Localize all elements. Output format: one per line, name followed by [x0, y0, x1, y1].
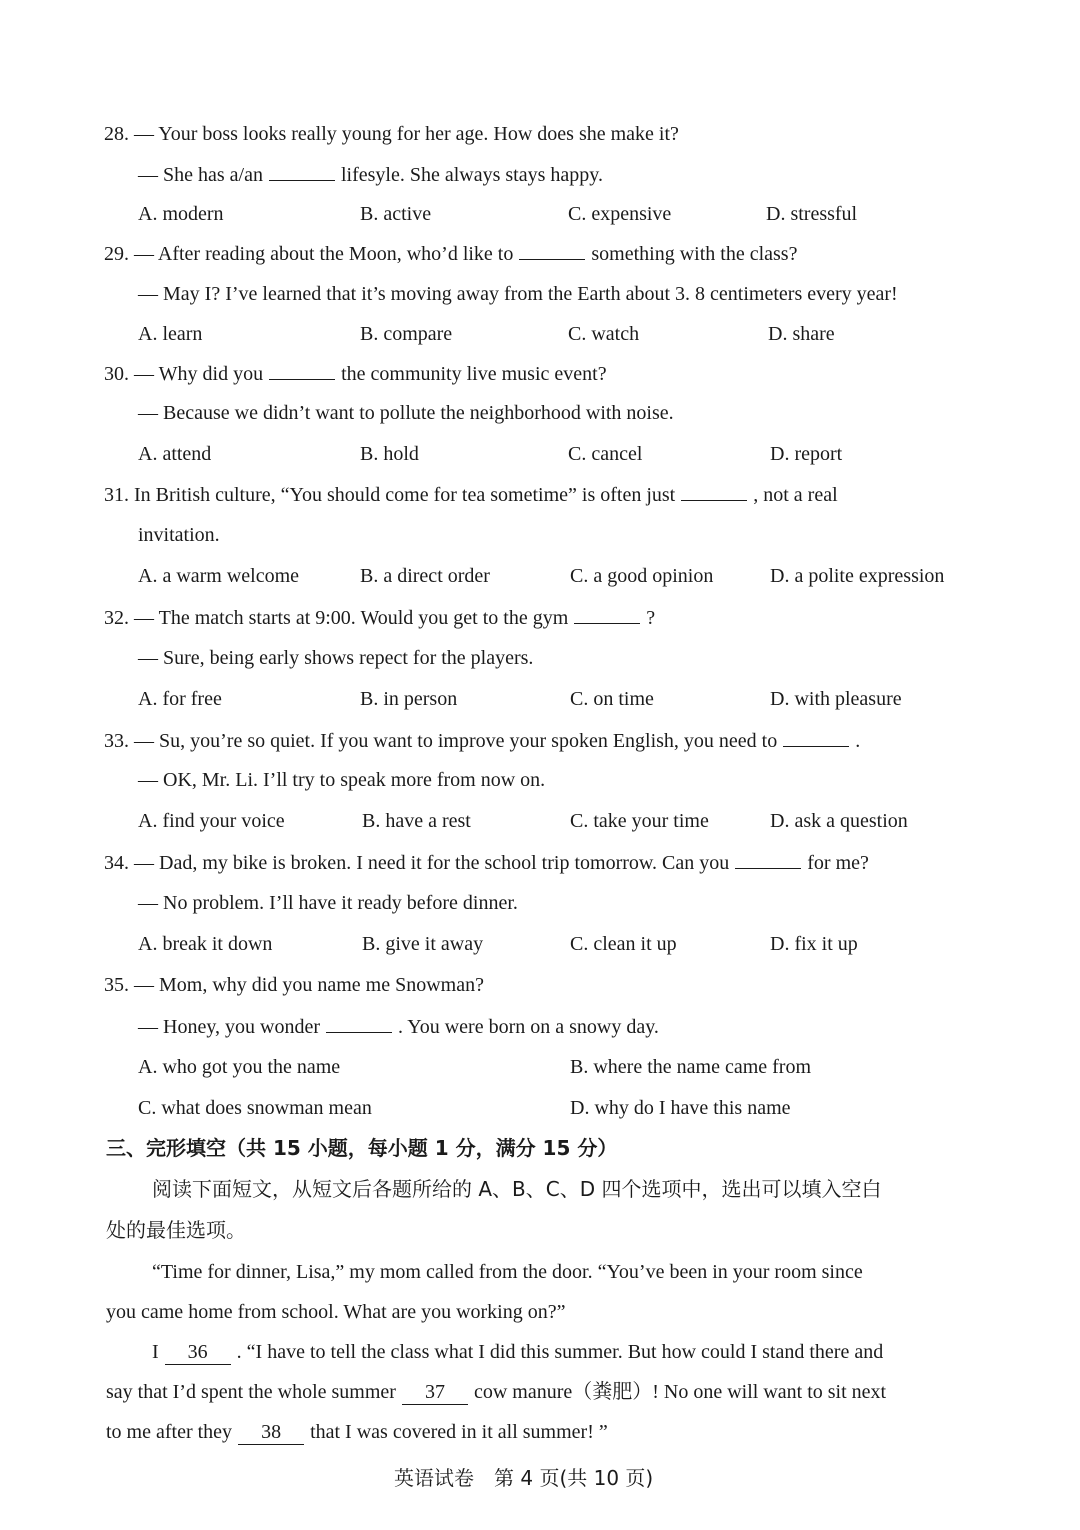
- question-32-response: [138, 644, 533, 672]
- answer-blank: [574, 603, 640, 624]
- option-c: C. cancel: [568, 443, 643, 465]
- option-d: D. a polite expression: [770, 565, 945, 587]
- answer-blank: [681, 480, 747, 501]
- passage-text: say that I’d spent the whole summer: [106, 1381, 396, 1403]
- option-a: A. a warm welcome: [138, 565, 300, 587]
- passage-text: cow manure（粪肥）! No one will want to sit next: [473, 1381, 887, 1403]
- passage-line: [106, 1378, 886, 1406]
- option-c: C. expensive: [568, 203, 672, 225]
- passage-text: . “I have to tell the class what I did this summer. But how could I stand there and: [236, 1341, 884, 1363]
- option-d: D. stressful: [766, 203, 858, 225]
- question-34-stem: [104, 848, 869, 876]
- question-text: — Dad, my bike is broken. I need it for the school trip tomorrow. Can you: [134, 852, 730, 874]
- passage-line: “Time for dinner, Lisa,” my mom called from the door. “You’ve been in your room since: [152, 1261, 863, 1283]
- passage-line: [152, 1338, 883, 1366]
- question-text: — Your boss looks really young for her age. How does she make it?: [134, 123, 679, 145]
- option-c: C. a good opinion: [570, 565, 714, 587]
- answer-blank: [326, 1012, 392, 1033]
- question-number: 33.: [104, 730, 129, 752]
- question-30-response: [138, 399, 674, 427]
- question-29-response: [138, 280, 898, 308]
- option-c: C. watch: [568, 323, 640, 345]
- question-31-continuation: [138, 521, 220, 549]
- question-text: In British culture, “You should come for tea sometime” is often just: [134, 484, 676, 506]
- question-number: 31.: [104, 484, 129, 506]
- blank-38: 38: [238, 1420, 304, 1445]
- option-a: A. modern: [138, 203, 224, 225]
- question-text: — Mom, why did you name me Snowman?: [134, 974, 484, 996]
- option-b: B. where the name came from: [570, 1056, 812, 1078]
- blank-37: 37: [402, 1380, 468, 1405]
- question-32-stem: [104, 603, 655, 631]
- response-text: — OK, Mr. Li. I’ll try to speak more from now on.: [138, 769, 546, 791]
- blank-36: 36: [165, 1340, 231, 1365]
- answer-blank: [735, 848, 801, 869]
- section-heading: 三、完形填空（共 15 小题，每小题 1 分，满分 15 分）: [106, 1136, 618, 1160]
- question-text: , not a real: [753, 484, 838, 506]
- option-c: C. take your time: [570, 810, 709, 832]
- question-text: invitation.: [138, 524, 220, 546]
- response-text: — No problem. I’ll have it ready before dinner.: [138, 892, 518, 914]
- passage-text: to me after they: [106, 1421, 233, 1443]
- option-d: D. why do I have this name: [570, 1097, 791, 1119]
- question-text: the community live music event?: [341, 363, 607, 385]
- question-number: 30.: [104, 363, 129, 385]
- answer-blank: [783, 726, 849, 747]
- question-30-stem: [104, 359, 607, 387]
- option-b: B. a direct order: [360, 565, 490, 587]
- question-35-stem: [104, 971, 484, 999]
- question-28-stem: [104, 120, 679, 148]
- question-29-stem: [104, 239, 797, 267]
- response-text: — May I? I’ve learned that it’s moving away from the Earth about 3. 8 centimeters every year!: [138, 283, 898, 305]
- option-a: A. who got you the name: [138, 1056, 341, 1078]
- option-d: D. share: [768, 323, 835, 345]
- option-b: B. compare: [360, 323, 453, 345]
- question-33-stem: [104, 726, 860, 754]
- question-34-response: [138, 889, 518, 917]
- question-35-response: [138, 1012, 659, 1040]
- question-28-response: [138, 160, 603, 188]
- question-number: 32.: [104, 607, 129, 629]
- option-d: D. with pleasure: [770, 688, 902, 710]
- section-instruction: 处的最佳选项。: [106, 1218, 246, 1242]
- answer-blank: [519, 239, 585, 260]
- answer-blank: [269, 359, 335, 380]
- question-text: — After reading about the Moon, who’d like to: [134, 243, 514, 265]
- question-number: 28.: [104, 123, 129, 145]
- response-text: lifesyle. She always stays happy.: [340, 164, 603, 186]
- response-text: — She has a/an: [138, 164, 263, 186]
- question-text: — The match starts at 9:00. Would you get to the gym: [134, 607, 569, 629]
- response-text: — Sure, being early shows repect for the players.: [138, 647, 534, 669]
- option-c: C. clean it up: [570, 933, 677, 955]
- question-text: ?: [646, 607, 656, 629]
- passage-text: that I was covered in it all summer! ”: [310, 1421, 608, 1443]
- option-b: B. have a rest: [362, 810, 471, 832]
- option-d: D. ask a question: [770, 810, 908, 832]
- option-c: C. what does snowman mean: [138, 1097, 372, 1119]
- option-a: A. for free: [138, 688, 222, 710]
- option-c: C. on time: [570, 688, 654, 710]
- question-text: — Why did you: [134, 363, 264, 385]
- question-text: something with the class?: [591, 243, 798, 265]
- answer-blank: [269, 160, 335, 181]
- option-a: A. attend: [138, 443, 212, 465]
- page-footer: 英语试卷 第 4 页(共 10 页): [394, 1466, 654, 1490]
- question-number: 35.: [104, 974, 129, 996]
- option-b: B. hold: [360, 443, 419, 465]
- option-b: B. in person: [360, 688, 458, 710]
- option-b: B. active: [360, 203, 432, 225]
- option-a: A. learn: [138, 323, 203, 345]
- response-text: . You were born on a snowy day.: [398, 1016, 659, 1038]
- option-d: D. report: [770, 443, 843, 465]
- passage-text: I: [152, 1341, 159, 1363]
- question-31-stem: [104, 480, 838, 508]
- option-b: B. give it away: [362, 933, 484, 955]
- question-text: for me?: [807, 852, 869, 874]
- passage-line: [106, 1418, 608, 1446]
- response-text: — Because we didn’t want to pollute the neighborhood with noise.: [138, 402, 674, 424]
- section-instruction: 阅读下面短文，从短文后各题所给的 A、B、C、D 四个选项中，选出可以填入空白: [152, 1177, 882, 1201]
- passage-line: you came home from school. What are you working on?”: [106, 1301, 566, 1323]
- option-a: A. find your voice: [138, 810, 285, 832]
- question-text: .: [855, 730, 861, 752]
- question-33-response: [138, 766, 545, 794]
- question-text: — Su, you’re so quiet. If you want to improve your spoken English, you need to: [134, 730, 778, 752]
- response-text: — Honey, you wonder: [138, 1016, 321, 1038]
- question-number: 34.: [104, 852, 129, 874]
- option-d: D. fix it up: [770, 933, 858, 955]
- option-a: A. break it down: [138, 933, 273, 955]
- question-number: 29.: [104, 243, 129, 265]
